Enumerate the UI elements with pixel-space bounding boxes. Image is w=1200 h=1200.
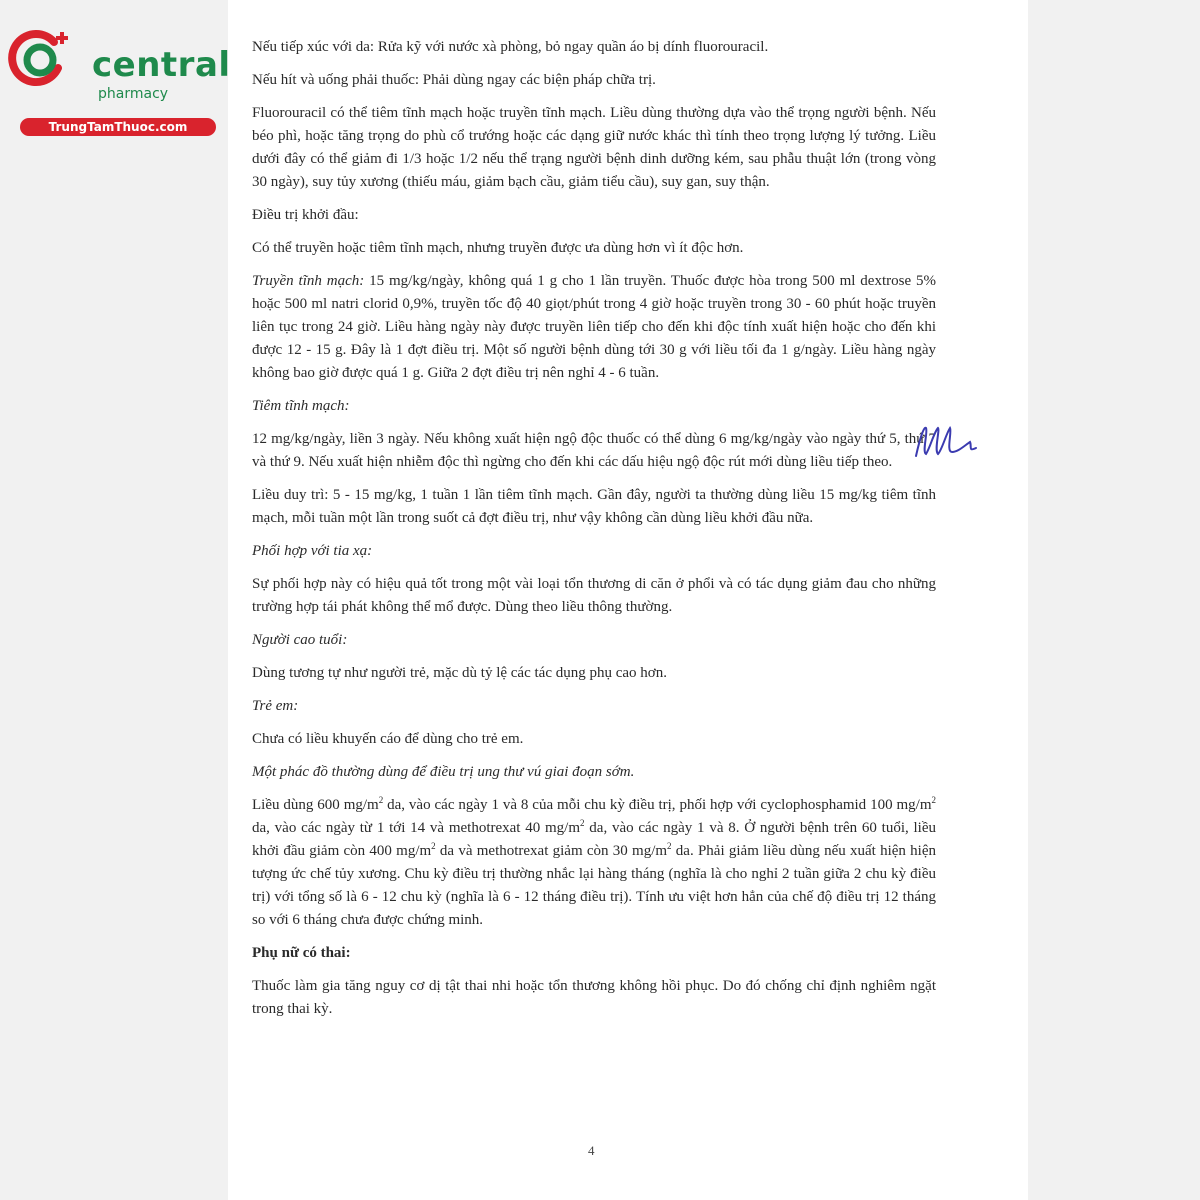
elderly-heading: Người cao tuổi: <box>252 632 348 648</box>
infusion-paragraph <box>252 270 936 385</box>
injection-heading: Tiêm tĩnh mạch: <box>252 398 350 414</box>
injection-paragraph: 12 mg/kg/ngày, liền 3 ngày. Nếu không xuất hiện ngộ độc thuốc có thể dùng 6 mg/kg/ngày vào ngày thứ 5, thứ 7 và thứ 9. Nếu xuất hiện nhiễm độc thì ngừng cho đến khi các dấu hiệu ngộ độc rút mới dùng liều tiếp theo. <box>252 431 936 470</box>
logo-website: TrungTamThuoc.com <box>20 118 216 136</box>
infusion-text: 15 mg/kg/ngày, không quá 1 g cho 1 lần truyền. Thuốc được hòa trong 500 ml dextrose 5% hoặc 500 ml natri clorid 0,9%, truyền tốc độ 40 giọt/phút trong 4 giờ hoặc truyền trong 30 - 60 phút hoặc truyền liên tục trong 24 giờ. Liều hàng ngày này được truyền liên tiếp cho đến khi độc tính xuất hiện hoặc cho đến khi được 12 - 15 g. Đây là 1 đợt điều trị. Một số người bệnh dùng tới 30 g với liều tối đa 1 g/ngày. Liều hàng ngày không bao giờ được quá 1 g. Giữa 2 đợt điều trị nên nghỉ 4 - 6 tuần. <box>252 273 936 381</box>
regimen-text-d: da, vào các ngày 1 và 8. Ở người bệnh trên 60 tuổi, liều khởi đầu giảm còn 400 mg/m <box>252 820 936 859</box>
dosage-intro-paragraph: Fluorouracil có thể tiêm tĩnh mạch hoặc truyền tĩnh mạch. Liều dùng thường dựa vào thể trọng người bệnh. Nếu béo phì, hoặc tăng trọng do phù cổ trướng hoặc các dạng giữ nước khác thì tính theo trọng lượng lý tưởng. Liều dưới đây có thể giảm đi 1/3 hoặc 1/2 nếu thể trạng người bệnh dinh dưỡng kém, sau phẫu thuật lớn (trong vòng 30 ngày), suy tủy xương (thiếu máu, giảm bạch cầu, giảm tiểu cầu), suy gan, suy thận. <box>252 105 936 190</box>
superscript: 2 <box>431 841 436 851</box>
central-pharmacy-logo <box>8 28 231 140</box>
signature-icon <box>910 418 986 464</box>
maintenance-paragraph: Liều duy trì: 5 - 15 mg/kg, 1 tuần 1 lần tiêm tĩnh mạch. Gần đây, người ta thường dùng liều 15 mg/kg tiêm tĩnh mạch, mỗi tuần một lần trong suốt cả đợt điều trị, như vậy không cần dùng liều khởi đầu nữa. <box>252 487 936 526</box>
regimen-heading: Một phác đồ thường dùng để điều trị ung thư vú giai đoạn sớm. <box>252 764 635 780</box>
children-heading: Trẻ em: <box>252 698 299 714</box>
regimen-text-e: da và methotrexat giảm còn 30 mg/m <box>435 843 668 859</box>
regimen-paragraph <box>252 794 936 932</box>
radiation-heading: Phối hợp với tia xạ: <box>252 543 373 559</box>
elderly-paragraph: Dùng tương tự như người trẻ, mặc dù tỷ lệ các tác dụng phụ cao hơn. <box>252 665 667 681</box>
superscript: 2 <box>580 818 585 828</box>
document-body <box>252 36 936 1031</box>
regimen-text-f: da. Phải giảm liều dùng nếu xuất hiện hiện tượng ức chế tủy xương. Chu kỳ điều trị thường nhắc lại hàng tháng (nghĩa là cho nghỉ 2 tuần giữa 2 chu kỳ điều trị) với tổng số là 6 - 12 chu kỳ (nghĩa là 6 - 12 tháng điều trị). Tính ưu việt hơn hẳn của chế độ điều trị 12 tháng so với 6 tháng chưa được chứng minh. <box>252 843 936 928</box>
initial-treatment-heading: Điều trị khởi đầu: <box>252 207 359 223</box>
superscript: 2 <box>378 795 384 805</box>
infusion-label: Truyền tĩnh mạch: <box>252 273 365 289</box>
children-paragraph: Chưa có liều khuyến cáo để dùng cho trẻ em. <box>252 731 524 747</box>
radiation-paragraph: Sự phối hợp này có hiệu quả tốt trong một vài loại tổn thương di căn ở phổi và có tác dụng giảm đau cho những trường hợp tái phát không thể mổ được. Dùng theo liều thông thường. <box>252 576 936 615</box>
initial-treatment-paragraph: Có thể truyền hoặc tiêm tĩnh mạch, nhưng truyền được ưa dùng hơn vì ít độc hơn. <box>252 240 744 256</box>
logo-subtitle: pharmacy <box>98 86 169 102</box>
pregnancy-paragraph: Thuốc làm gia tăng nguy cơ dị tật thai nhi hoặc tổn thương không hồi phục. Do đó chống chỉ định nghiêm ngặt trong thai kỳ. <box>252 978 936 1017</box>
ingestion-paragraph: Nếu hít và uống phải thuốc: Phải dùng ngay các biện pháp chữa trị. <box>252 72 656 88</box>
regimen-text-c: da, vào các ngày từ 1 tới 14 và methotrexat 40 mg/m <box>252 820 581 836</box>
superscript: 2 <box>931 795 936 805</box>
regimen-text-a: Liều dùng 600 mg/m <box>252 797 379 813</box>
skin-contact-paragraph: Nếu tiếp xúc với da: Rửa kỹ với nước xà phòng, bỏ ngay quần áo bị dính fluorouracil. <box>252 39 769 55</box>
page-number: 4 <box>588 1143 595 1158</box>
logo-ring-icon <box>8 28 72 92</box>
pregnancy-heading: Phụ nữ có thai: <box>252 945 351 961</box>
logo-name: central <box>92 45 231 85</box>
superscript: 2 <box>667 841 672 851</box>
regimen-text-b: da, vào các ngày 1 và 8 của mỗi chu kỳ điều trị, phối hợp với cyclophosphamid 100 mg/m <box>383 797 932 813</box>
